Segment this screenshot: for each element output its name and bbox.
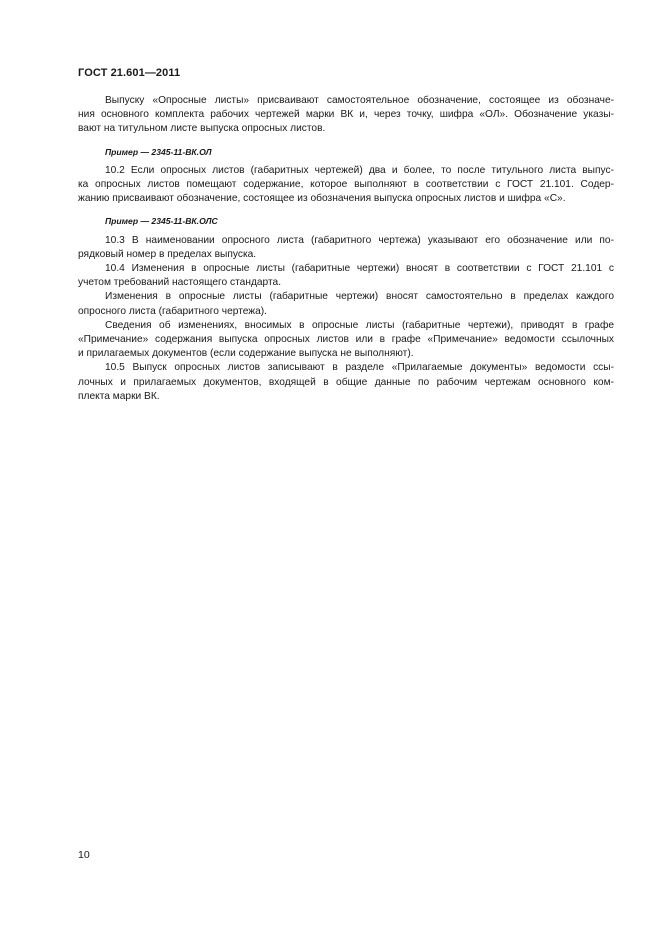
paragraph	[78, 94, 614, 137]
text-line: ния основного комплекта рабочих чертежей марки ВК и, через точку, шифра «ОЛ». Обозначение указы-	[78, 109, 614, 121]
example-line: Пример — 2345-11-ВК.ОЛС	[105, 216, 218, 227]
paragraph	[78, 262, 614, 290]
text-line: Сведения об изменениях, вносимых в опросные листы (габаритные чертежи), приводят в графе	[105, 319, 614, 331]
text-line: и прилагаемых документов (если содержание выпуска не выполняют).	[78, 348, 414, 360]
document-body	[78, 94, 614, 404]
text-line: 10.3 В наименовании опросного листа (габаритного чертежа) указывают его обозначение или по-	[105, 234, 614, 246]
paragraph	[78, 290, 614, 318]
text-line: вают на титульном листе выпуска опросных листов.	[78, 123, 326, 135]
paragraph	[78, 164, 614, 207]
document-header: ГОСТ 21.601—2011	[78, 67, 181, 79]
text-line: «Примечание» содержания выпуска опросных листов или в графе «Примечание» ведомости ссылочных	[78, 334, 614, 346]
text-line: учетом требований настоящего стандарта.	[78, 277, 282, 289]
text-line: 10.5 Выпуск опросных листов записывают в разделе «Прилагаемые документы» ведомости ссы-	[105, 362, 614, 374]
paragraph	[78, 319, 614, 362]
text-line: Выпуску «Опросные листы» присваивают самостоятельное обозначение, состоящее из обозначе-	[105, 95, 614, 106]
text-line: опросного листа (габаритного чертежа).	[78, 305, 268, 317]
text-line: лочных и прилагаемых документов, входящей в общие данные по рабочим чертежам основного ком-	[78, 376, 614, 388]
text-line: рядковый номер в пределах выпуска.	[78, 248, 257, 260]
example-line: Пример — 2345-11-ВК.ОЛ	[105, 146, 212, 157]
text-line: ка опросных листов помещают содержание, которое выполняют в соответствии с ГОСТ 21.101. Содер-	[78, 179, 614, 191]
text-line: жанию присваивают обозначение, состоящее из обозначения выпуска опросных листов и шифра «С».	[78, 193, 566, 205]
text-line: 10.4 Изменения в опросные листы (габаритные чертежи) вносят в соответствии с ГОСТ 21.101 с	[105, 263, 614, 275]
paragraph	[78, 361, 614, 404]
page-number: 10	[78, 849, 90, 861]
text-line: Изменения в опросные листы (габаритные чертежи) вносят самостоятельно в пределах каждого	[105, 291, 614, 303]
paragraph	[78, 234, 614, 262]
text-line: плекта марки ВК.	[78, 390, 160, 402]
text-line: 10.2 Если опросных листов (габаритных чертежей) два и более, то после титульного листа выпус-	[105, 164, 614, 176]
